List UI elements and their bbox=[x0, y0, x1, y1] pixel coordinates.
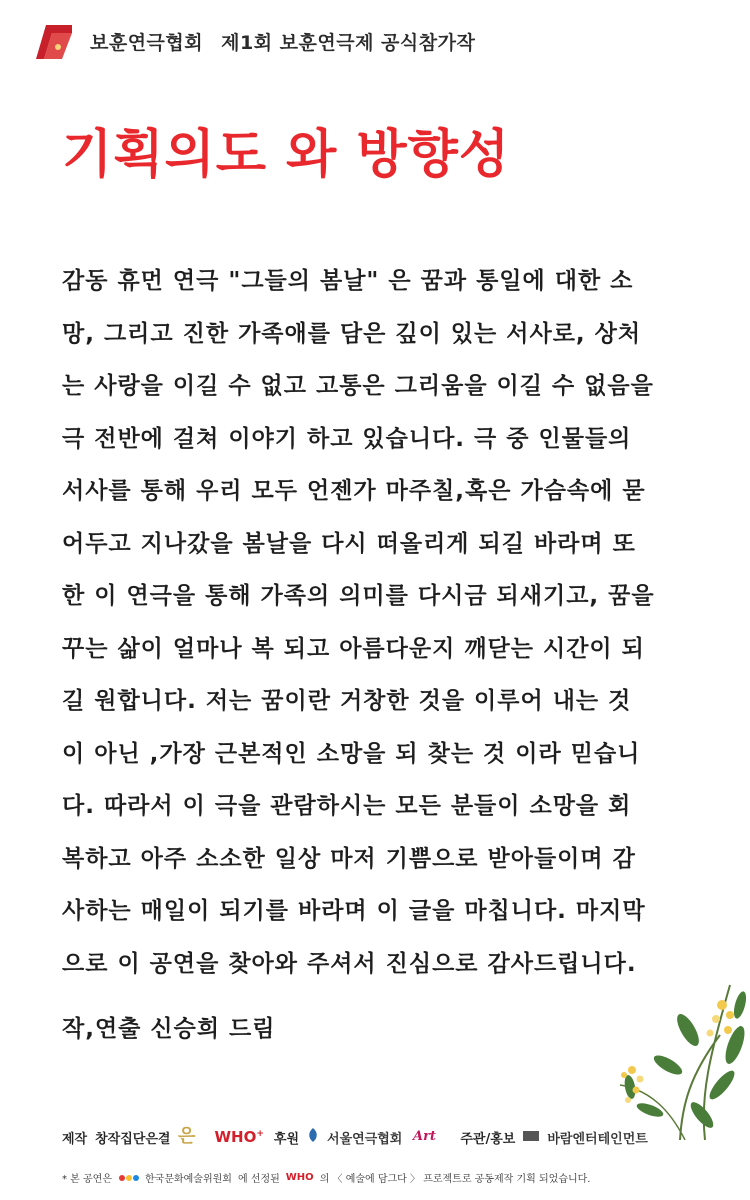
production-company: 창작집단은결 bbox=[95, 1131, 171, 1147]
association-logo bbox=[32, 19, 76, 63]
body-text bbox=[62, 255, 722, 990]
who-small-logo: WHO bbox=[285, 1172, 314, 1183]
association-name: 보훈연극협회 bbox=[90, 31, 204, 54]
body-line: 감동 휴먼 연극 "그들의 봄날" 은 꿈과 통일에 대한 소 bbox=[62, 268, 634, 294]
body-line: 어두고 지나갔을 봄날을 다시 떠올리게 되길 바라며 또 bbox=[62, 530, 636, 557]
art-people-logo bbox=[412, 1124, 452, 1150]
who-logo: WHO+ bbox=[214, 1128, 264, 1146]
plant-illustration bbox=[610, 975, 750, 1144]
baram-logo-icon bbox=[523, 1130, 539, 1145]
credits bbox=[62, 1122, 658, 1152]
body-line: 이 아닌 ,가장 근본적인 소망을 되 찾는 것 이라 믿습니 bbox=[62, 740, 641, 767]
body-line: 다. 따라서 이 극을 관람하시는 모든 분들이 소망을 회 bbox=[62, 793, 632, 819]
body-line: 한 이 연극을 통해 가족의 의미를 다시금 되새기고, 꿈을 bbox=[62, 583, 655, 609]
body-line: 복하고 아주 소소한 일상 마저 기쁨으로 받아들이며 감 bbox=[62, 845, 636, 872]
project-text: 의 〈 예술에 담그다 〉 프로젝트로 공동제작 기획 되었습니다. bbox=[319, 1174, 591, 1185]
body-line: 서사를 통해 우리 모두 언젠가 마주칠,혹은 가슴속에 묻 bbox=[62, 478, 646, 504]
signature: 작,연출 신승희 드림 bbox=[62, 1016, 276, 1042]
body-line: 으로 이 공연을 찾아와 주셔서 진심으로 감사드립니다. bbox=[62, 950, 637, 977]
festival-subtitle: 제1회 보훈연극제 공식참가작 bbox=[221, 31, 476, 54]
host-name: 바람엔터테인먼트 bbox=[547, 1131, 648, 1147]
selected-text: 에 선정된 bbox=[237, 1174, 280, 1185]
sponsor-label: 후원 bbox=[273, 1131, 300, 1147]
footer-note bbox=[62, 1170, 596, 1185]
header bbox=[32, 18, 475, 64]
svg-text:Art: Art bbox=[413, 1129, 437, 1144]
host-label: 주관/홍보 bbox=[460, 1131, 516, 1147]
body-line: 꾸는 삶이 얼마나 복 되고 아름다운지 깨닫는 시간이 되 bbox=[62, 635, 645, 662]
sponsor-name: 서울연극협회 bbox=[327, 1131, 403, 1147]
arts-council-logo bbox=[118, 1174, 142, 1182]
body-line: 는 사랑을 이길 수 없고 고통은 그리움을 이길 수 없음을 bbox=[62, 373, 654, 399]
production-label: 제작 bbox=[62, 1131, 88, 1147]
arts-council-name: 한국문화예술위원회 bbox=[145, 1174, 232, 1185]
body-line: 사하는 매일이 되기를 바라며 이 글을 마칩니다. 마지막 bbox=[62, 898, 646, 924]
footer-intro: * 본 공연은 bbox=[62, 1174, 112, 1185]
body-line: 망, 그리고 진한 가족애를 담은 깊이 있는 서사로, 상처 bbox=[62, 320, 642, 347]
page-title: 기획의도 와 방향성 bbox=[62, 125, 511, 185]
body-line: 길 원합니다. 저는 꿈이란 거창한 것을 이루어 내는 것 bbox=[62, 688, 632, 714]
svg-text:은: 은 bbox=[178, 1126, 196, 1147]
production-logo bbox=[176, 1122, 206, 1152]
seoul-theater-icon bbox=[307, 1127, 319, 1147]
body-line: 극 전반에 걸쳐 이야기 하고 있습니다. 극 중 인물들의 bbox=[62, 425, 632, 452]
